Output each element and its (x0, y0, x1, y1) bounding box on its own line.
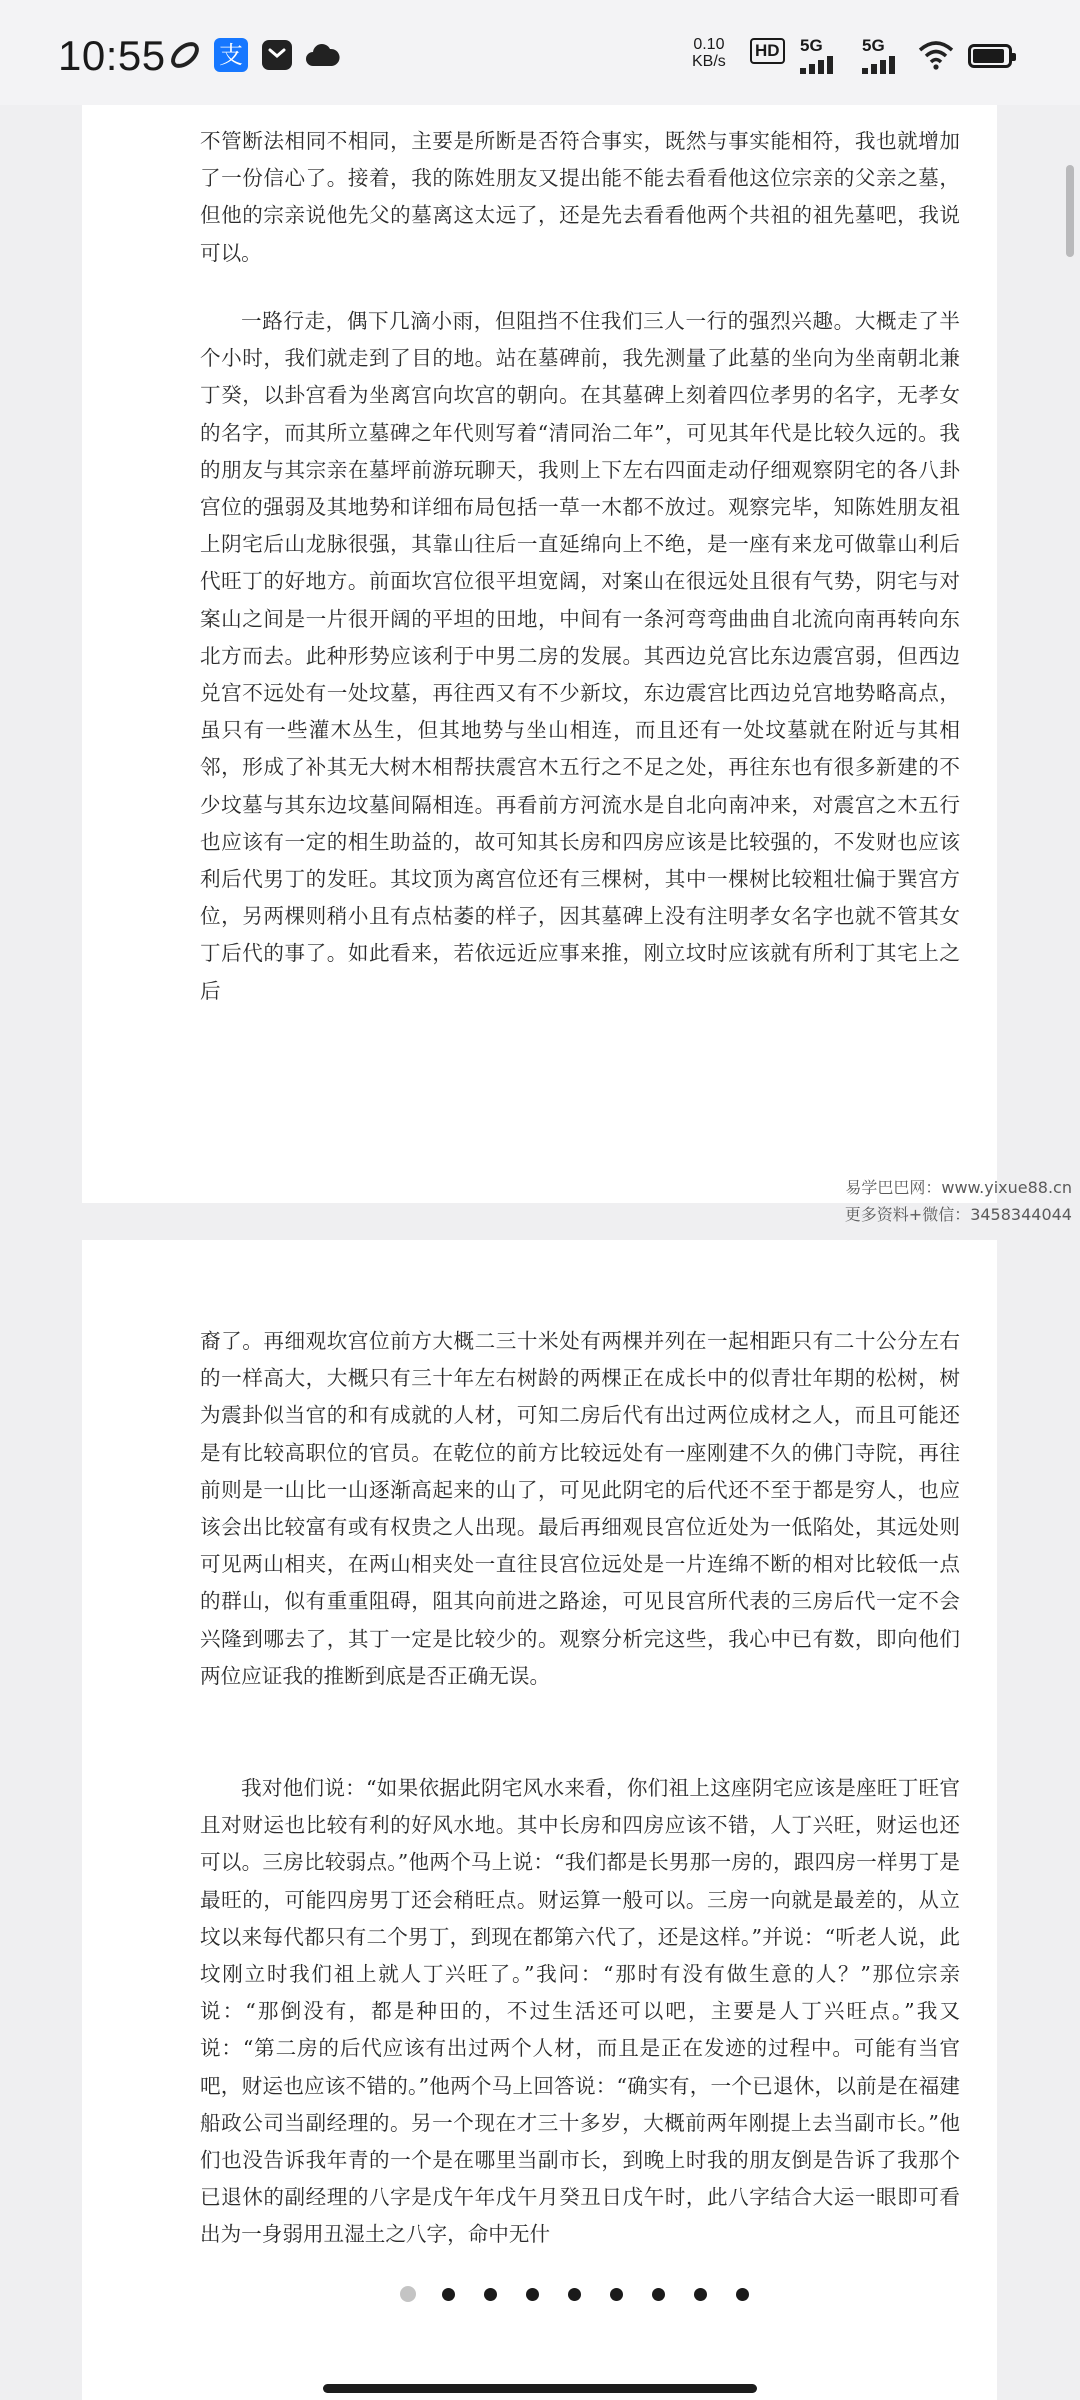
status-time: 10:55 (58, 32, 166, 79)
signal-5g-label-2: 5G (862, 36, 885, 55)
page-indicator[interactable] (400, 2284, 730, 2304)
watermark-line: 易学巴巴网：www.yixue88.cn (845, 1178, 1072, 1197)
page-dot[interactable] (400, 2286, 416, 2302)
scrollbar[interactable] (1066, 165, 1074, 257)
wifi-icon (918, 40, 954, 70)
signal-bars-icon-1 (800, 54, 844, 74)
net-speed-value: 0.10 (693, 36, 725, 53)
paragraph: 一路行走，偶下几滴小雨，但阻挡不住我们三人一行的强烈兴趣。大概走了半个小时，我们就走到了目的地。站在墓碑前，我先测量了此墓的坐向为坐南朝北兼丁癸，以卦宫看为坐离宫向坎宫的朝向。在其墓碑上刻着四位孝男的名字，无孝女的名字，而其所立墓碑之年代则写着“清同治二年”，可见其年代是比较久远的。我的朋友与其宗亲在墓坪前游玩聊天，我则上下左右四面走动仔细观察阴宅的各八卦宫位的强弱及其地势和详细布局包括一草一木都不放过。观察完毕，知陈姓朋友祖上阴宅后山龙脉很强，其靠山往后一直延绵向上不绝，是一座有来龙可做靠山利后代旺丁的好地方。前面坎宫位很平坦宽阔，对案山在很远处且很有气势，阴宅与对案山之间是一片很开阔的平坦的田地，中间有一条河弯弯曲曲自北流向南再转向东北方而去。此种形势应该利于中男二房的发展。其西边兑宫比东边震宫弱，但西边兑宫不远处有一处坟墓，再往西又有不少新坟，东边震宫比西边兑宫地势略高点，虽只有一些灌木丛生，但其地势与坐山相连，而且还有一处坟墓就在附近与其相邻，形成了补其无大树木相帮扶震宫木五行之不足之处，再往东也有很多新建的不少坟墓与其东边坟墓间隔相连。再看前方河流水是自北向南冲来，对震宫之木五行也应该有一定的相生助益的，故可知其长房和四房应该是比较强的，不发财也应该利后代男丁的发旺。其坟顶为离宫位还有三棵树，其中一棵树比较粗壮偏于巽宫方位，另两棵则稍小且有点枯萎的样子，因其墓碑上没有注明孝女名字也就不管其女丁后代的事了。如此看来，若依远近应事来推，刚立坟时应该就有所利丁其宅上之后 (200, 309, 960, 1003)
page-dot[interactable] (484, 2288, 497, 2301)
alipay-icon: 支 (214, 38, 248, 72)
page-dot[interactable] (694, 2288, 707, 2301)
watermark (822, 1174, 1072, 1228)
page-dot[interactable] (568, 2288, 581, 2301)
net-speed-unit: KB/s (692, 53, 726, 70)
battery-level (973, 49, 1004, 63)
page-dot[interactable] (610, 2288, 623, 2301)
signal-bars-icon-2 (862, 54, 906, 74)
document-page-2[interactable] (82, 1240, 997, 2400)
watermark-line: 更多资料+微信：3458344044 (844, 1205, 1072, 1224)
paragraph: 不管断法相同不相同，主要是所断是否符合事实，既然与事实能相符，我也就增加了一份信心了。接着，我的陈姓朋友又提出能不能去看看他这位宗亲的父亲之墓，但他的宗亲说他先父的墓离这太远了，还是先去看看他两个共祖的祖先墓吧，我说可以。 (200, 129, 960, 265)
document-page-1[interactable] (82, 105, 997, 1203)
status-bar (0, 0, 1080, 105)
page-dot[interactable] (736, 2288, 749, 2301)
link-app-icon (168, 38, 202, 72)
message-app-icon (260, 38, 294, 72)
home-indicator[interactable] (323, 2384, 757, 2393)
signal-5g-label-1: 5G (800, 36, 823, 55)
battery-icon (968, 44, 1012, 68)
hd-badge: HD (750, 38, 785, 64)
page-dot[interactable] (442, 2288, 455, 2301)
page-dot[interactable] (652, 2288, 665, 2301)
paragraph: 裔了。再细观坎宫位前方大概二三十米处有两棵并列在一起相距只有二十公分左右的一样高大，大概只有三十年左右树龄的两棵正在成长中的似青壮年期的松树，树为震卦似当官的和有成就的人材，可知二房后代有出过两位成材之人，而且可能还是有比较高职位的官员。在乾位的前方比较远处有一座刚建不久的佛门寺院，再往前则是一山比一山逐渐高起来的山了，可见此阴宅的后代还不至于都是穷人，也应该会出比较富有或有权贵之人出现。最后再细观艮宫位近处为一低陷处，其远处则可见两山相夹，在两山相夹处一直往艮宫位远处是一片连绵不断的相对比较低一点的群山，似有重重阻碍，阻其向前进之路途，可见艮宫所代表的三房后代一定不会兴隆到哪去了，其丁一定是比较少的。观察分析完这些，我心中已有数，即向他们两位应证我的推断到底是否正确无误。 (200, 1329, 960, 1688)
net-speed (692, 36, 726, 70)
cloud-icon (304, 38, 340, 72)
paragraph: 我对他们说：“如果依据此阴宅风水来看，你们祖上这座阴宅应该是座旺丁旺官且对财运也比较有利的好风水地。其中长房和四房应该不错，人丁兴旺，财运也还可以。三房比较弱点。”他两个马上说：“我们都是长男那一房的，跟四房一样男丁是最旺的，可能四房男丁还会稍旺点。财运算一般可以。三房一向就是最差的，从立坟以来每代都只有二个男丁，到现在都第六代了，还是这样。”并说：“听老人说，此坟刚立时我们祖上就人丁兴旺了。”我问：“那时有没有做生意的人？”那位宗亲说：“那倒没有，都是种田的，不过生活还可以吧，主要是人丁兴旺点。”我又说：“第二房的后代应该有出过两个人材，而且是正在发迹的过程中。可能有当官吧，财运也应该不错的。”他两个马上回答说：“确实有，一个已退休，以前是在福建船政公司当副经理的。另一个现在才三十多岁，大概前两年刚提上去当副市长。”他们也没告诉我年青的一个是在哪里当副市长，到晚上时我的朋友倒是告诉了我那个已退休的副经理的八字是戊午年戊午月癸丑日戊午时，此八字结合大运一眼即可看出为一身弱用丑湿土之八字，命中无什 (200, 1776, 960, 2247)
page-dot[interactable] (526, 2288, 539, 2301)
